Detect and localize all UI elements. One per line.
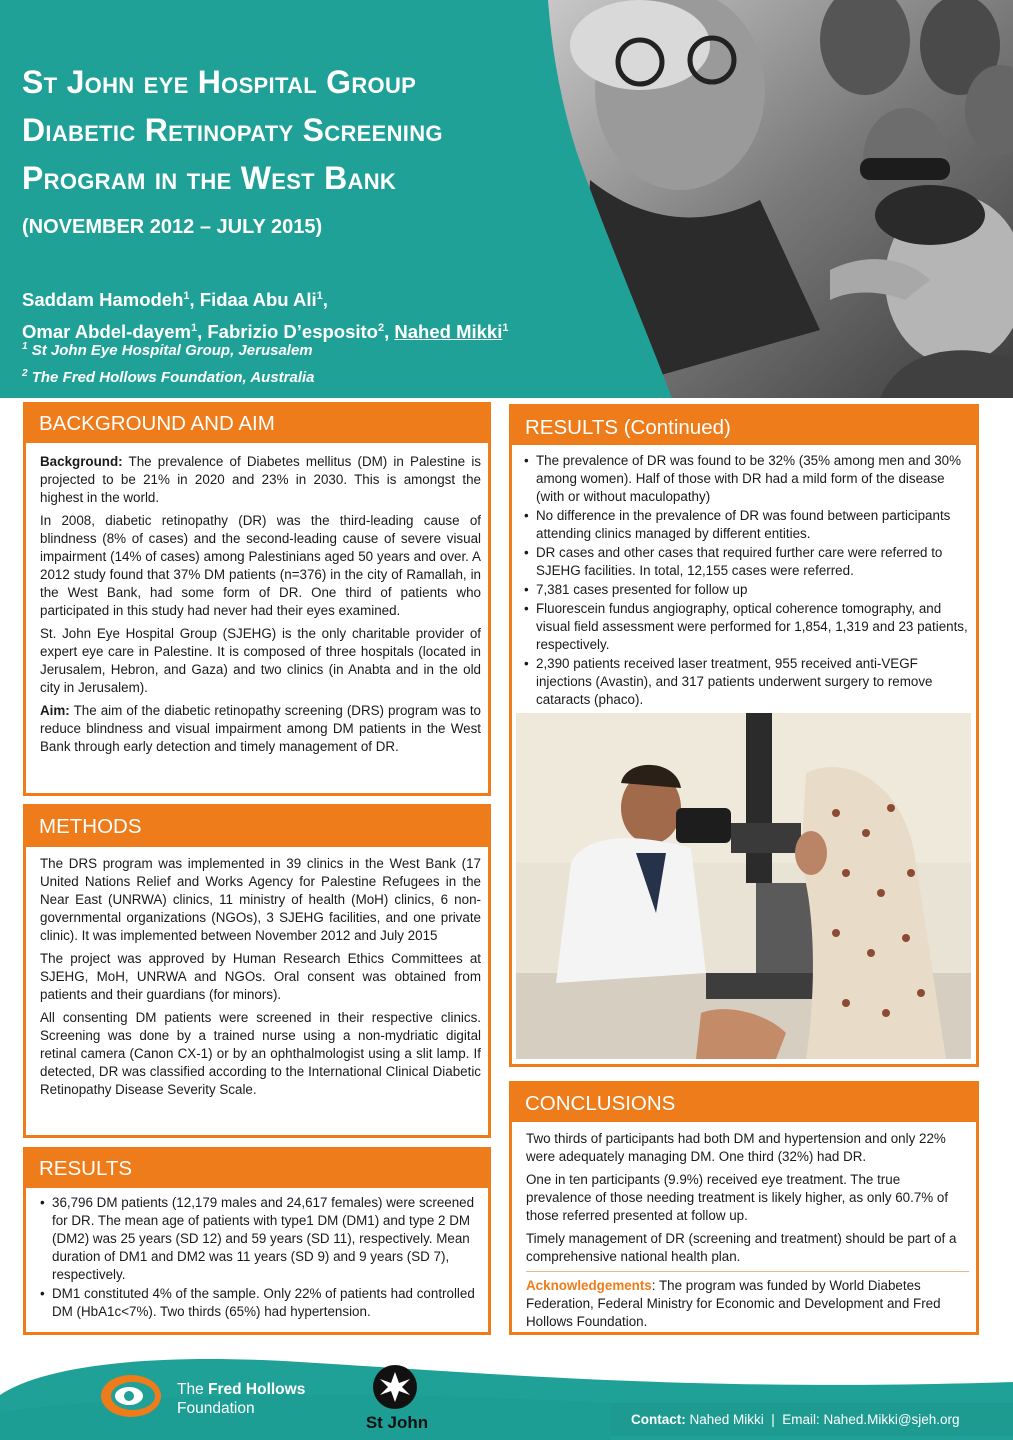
results-continued-heading: RESULTS (Continued)	[512, 407, 976, 445]
methods-panel	[23, 804, 491, 1138]
results-continued-list	[524, 452, 969, 709]
methods-paragraph: The project was approved by Human Research Ethics Committees at SJEHG, MoH, UNRWA and NGOs. Oral consent was obtained from patients and their guardians (for minors).	[40, 951, 481, 1002]
methods-paragraph: All consenting DM patients were screened in their respective clinics. Screening was done by a trained nurse using a non-mydriatic digital retinal camera (Canon CX-1) or by an ophthalmologist using a slit lamp. If detected, DR was classified according to the International Clinical Diabetic Retinopathy Disease Severity Scale.	[40, 1010, 481, 1097]
conclusions-heading: CONCLUSIONS	[512, 1084, 976, 1122]
affiliation-text: The Fred Hollows Foundation, Australia	[31, 369, 315, 386]
author-affil: 1	[316, 290, 323, 302]
background-panel	[23, 402, 491, 796]
authors-line-1	[22, 282, 508, 314]
author-name: Omar Abdel-dayem	[22, 321, 191, 343]
affiliation-2	[22, 368, 315, 386]
author-name: , Fidaa Abu Ali	[189, 289, 317, 311]
poster-title	[22, 58, 443, 202]
st-john-logo-icon	[372, 1364, 418, 1410]
title-line-3: Program in the West Bank	[22, 160, 397, 196]
fred-hollows-name	[177, 1380, 305, 1418]
contact-name: Nahed Mikki	[685, 1412, 764, 1427]
acknowledgements-text: : The program was funded by World Diabetes Federation, Federal Ministry for Economic and Development and Fred Hollows Foundation.	[526, 1278, 941, 1329]
fh-name: Fred Hollows	[208, 1381, 306, 1398]
results-panel	[23, 1147, 491, 1335]
contact-separator: |	[763, 1412, 783, 1427]
results-continued-bullet: • Fluorescein fundus angiography, optical coherence tomography, and visual field assessment were performed for 1,854, 1,319 and 23 patients, respectively.	[524, 600, 969, 654]
affiliation-1	[22, 341, 313, 359]
background-paragraph	[40, 453, 481, 507]
contact-bar	[611, 1403, 1013, 1436]
results-continued-bullet: • 7,381 cases presented for follow up	[524, 581, 969, 599]
acknowledgements-label: Acknowledgements	[526, 1278, 652, 1293]
conclusions-paragraph: One in ten participants (9.9%) received eye treatment. The true prevalence of those needing treatment is likely higher, as only 60.7% of those referred presented at follow up.	[526, 1172, 949, 1223]
author-name: Saddam Hamodeh	[22, 289, 184, 311]
authors	[22, 282, 508, 346]
results-heading: RESULTS	[26, 1150, 488, 1188]
presenting-author: Nahed Mikki	[394, 321, 503, 343]
methods-heading: METHODS	[26, 807, 488, 847]
results-continued-body	[524, 452, 969, 710]
methods-paragraph: The DRS program was implemented in 39 clinics in the West Bank (17 United Nations Relief and Works Agency for Palestine Refugees in the Near East (UNRWA) clinics, 11 ministry of health (MoH) clinics, 6 non-governmental organizations (NGOs), 3 SJEHG facilities, and one private clinic). It was implemented between November 2012 and July 2015	[40, 856, 481, 943]
title-line-1: St John eye Hospital Group	[22, 64, 417, 100]
methods-body	[40, 855, 481, 1104]
background-label: Background:	[40, 454, 123, 469]
results-continued-bullet: • The prevalence of DR was found to be 32% (35% among men and 30% among women). Half of those with DR had a mild form of the disease (with or without maculopathy)	[524, 452, 969, 506]
author-affil: 1	[502, 322, 509, 335]
contact-email[interactable]: Email: Nahed.Mikki@sjeh.org	[782, 1412, 960, 1427]
results-body	[40, 1194, 481, 1322]
date-range: (NOVEMBER 2012 – JULY 2015)	[22, 216, 323, 238]
results-continued-bullet: • DR cases and other cases that required further care were referred to SJEHG facilities. In total, 12,155 cases were referred.	[524, 544, 969, 580]
results-continued-bullet: • 2,390 patients received laser treatment, 955 received anti-VEGF injections (Avastin), and 317 patients underwent surgery to remove cataracts (phaco).	[524, 655, 969, 709]
author-affil: 1	[190, 322, 198, 335]
fred-hollows-logo-icon	[99, 1373, 163, 1419]
author-name: , Fabrizio D’esposito	[197, 321, 378, 343]
results-continued-bullet: • No difference in the prevalence of DR was found between participants attending clinics managed by different entities.	[524, 507, 969, 543]
conclusions-paragraph: Timely management of DR (screening and treatment) should be part of a comprehensive national health plan.	[526, 1231, 957, 1264]
conclusions-body	[526, 1130, 969, 1336]
conclusions-paragraph: Two thirds of participants had both DM and hypertension and only 22% were adequately managing DM. One third (32%) had DR.	[526, 1131, 946, 1164]
affiliation-number: 2	[22, 368, 28, 379]
title-line-2: Diabetic Retinopaty Screening	[22, 112, 443, 148]
author-affil: 2	[378, 322, 385, 335]
fred-hollows-line-1	[177, 1380, 305, 1399]
background-body	[40, 453, 481, 761]
st-john-name: St John	[365, 1413, 429, 1432]
background-paragraph: St. John Eye Hospital Group (SJEHG) is the only charitable provider of expert eye care in Palestine. It is composed of three hospitals (located in Jerusalem, Hebron, and Gaza) and two clinics (in Anabta and in the old city in Jerusalem).	[40, 626, 481, 695]
results-list	[40, 1194, 481, 1321]
aim-text: The aim of the diabetic retinopathy screening (DRS) program was to reduce blindness and visual impairment among DM patients in the West Bank through early detection and timely management of DR.	[40, 703, 481, 754]
background-heading: BACKGROUND AND AIM	[26, 405, 488, 443]
contact-label: Contact:	[631, 1412, 686, 1427]
fred-hollows-line-2: Foundation	[177, 1400, 255, 1417]
affiliation-text: St John Eye Hospital Group, Jerusalem	[31, 342, 313, 359]
acknowledgements	[526, 1271, 969, 1331]
author-affil: 1	[183, 290, 190, 302]
aim-paragraph	[40, 702, 481, 756]
slit-lamp-photo	[516, 713, 971, 1059]
results-bullet: • 36,796 DM patients (12,179 males and 24,617 females) were screened for DR. The mean age of patients with type1 DM (DM1) and type 2 DM (DM2) was 25 years (SD 12) and 59 years (SD 11), respectively. Mean duration of DM1 and DM2 was 11 years (SD 9) and 9 years (SD 7), respectively.	[40, 1194, 481, 1284]
aim-label: Aim:	[40, 703, 70, 718]
background-text: The prevalence of Diabetes mellitus (DM) in Palestine is projected to be 21% in 2020 and 23% in 2030. This is amongst the highest in the world.	[40, 454, 481, 505]
fh-the: The	[177, 1381, 209, 1398]
conclusions-panel	[509, 1081, 979, 1335]
author-sep: ,	[384, 321, 395, 343]
author-sep: ,	[322, 289, 328, 311]
results-bullet: • DM1 constituted 4% of the sample. Only 22% of patients had controlled DM (HbA1c<7%). Two thirds (65%) had hypertension.	[40, 1285, 481, 1321]
background-paragraph: In 2008, diabetic retinopathy (DR) was the third-leading cause of blindness (8% of cases) and the second-leading cause of severe visual impairment (14% of cases) among Palestinians aged 50 years and over. A 2012 study found that 37% DM patients (n=376) in the city of Ramallah, in the West Bank, had some form of DR. One third of patients who participated in this study had never had their eyes examined.	[40, 513, 481, 618]
affiliation-number: 1	[22, 341, 28, 352]
